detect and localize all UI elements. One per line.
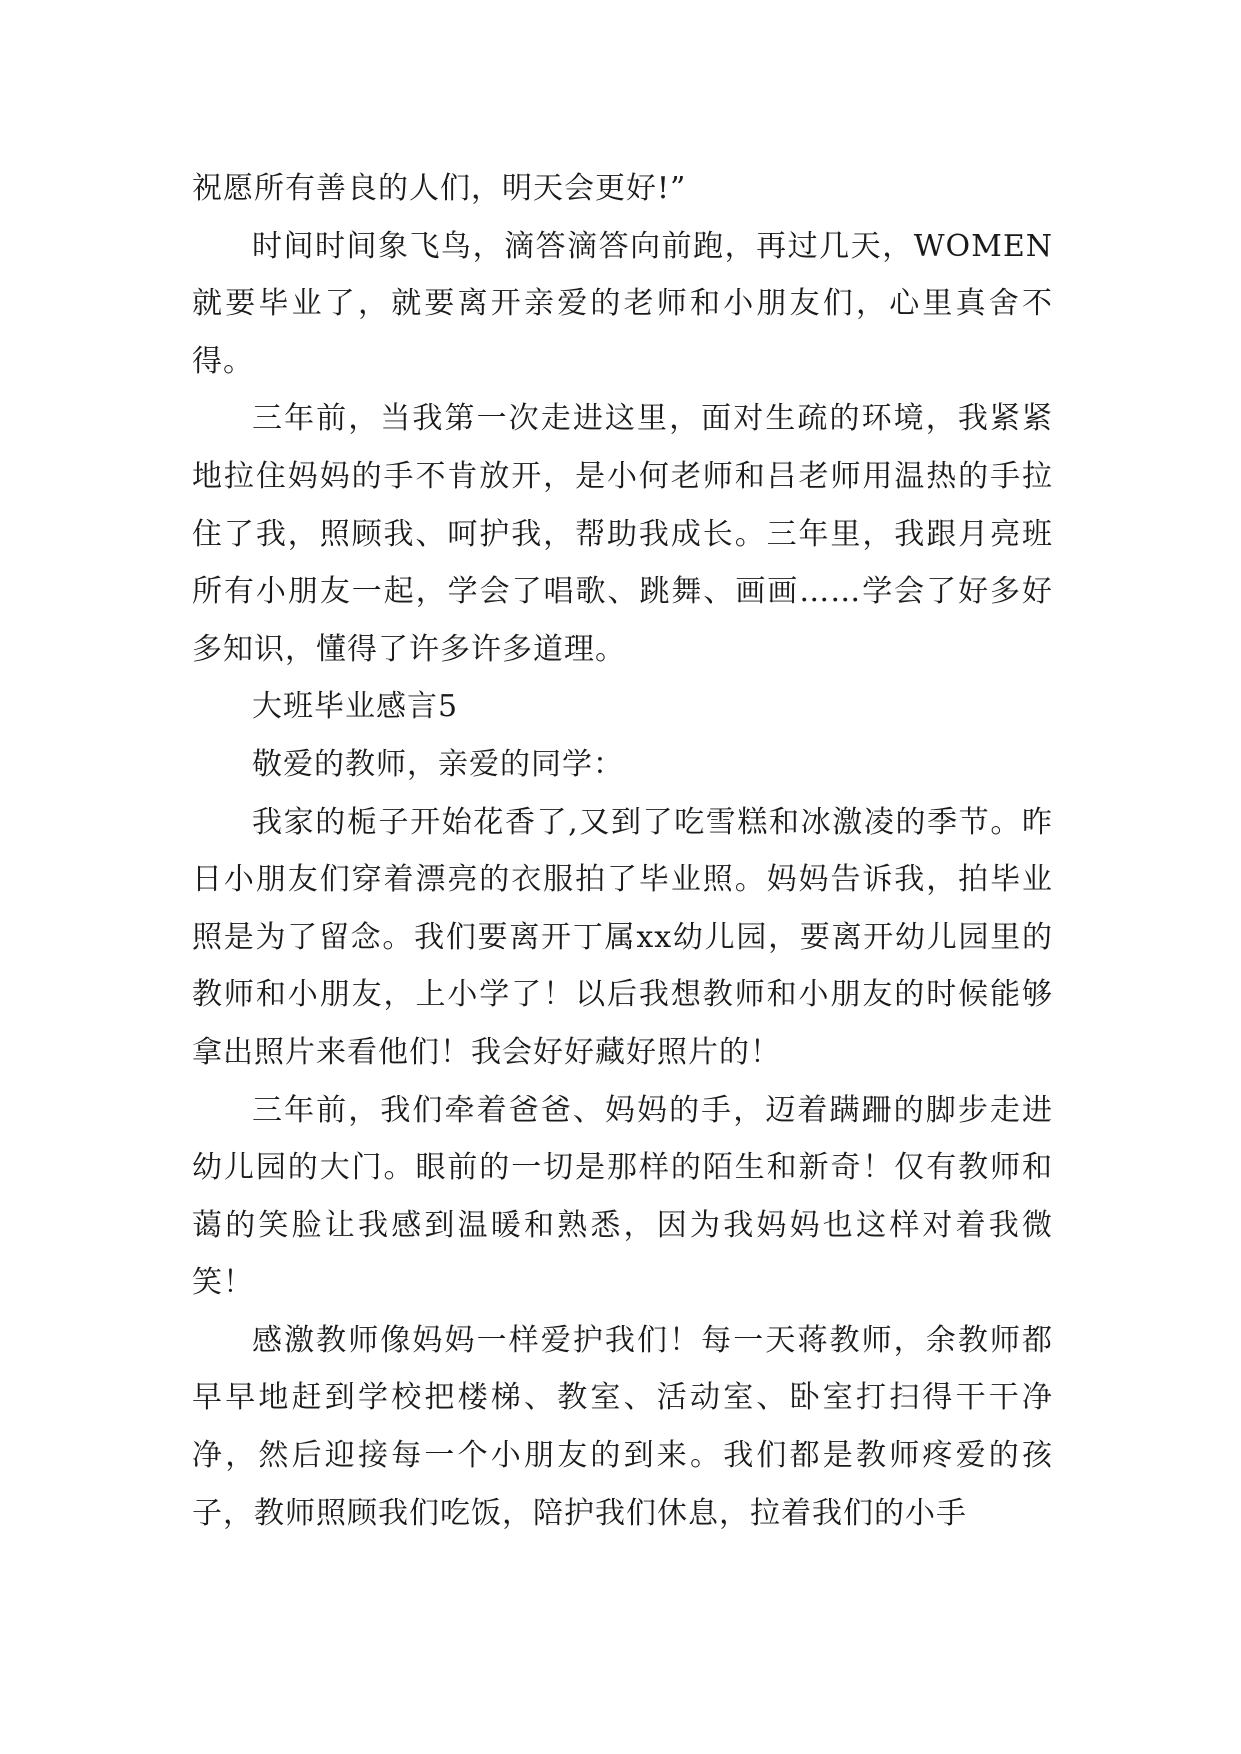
paragraph: 三年前，我们牵着爸爸、妈妈的手，迈着蹒跚的脚步走进幼儿园的大门。眼前的一切是那样的陌生和新奇！仅有教师和蔼的笑脸让我感到温暖和熟悉，因为我妈妈也这样对着我微笑！ (192, 1092, 1053, 1301)
paragraph: 祝愿所有善良的人们，明天会更好!” (192, 171, 687, 206)
paragraph: 我家的栀子开始花香了,又到了吃雪糕和冰激凌的季节。昨日小朋友们穿着漂亮的衣服拍了毕业照。妈妈告诉我，拍毕业照是为了留念。我们要离开丁属xx幼儿园，要离开幼儿园里的教师和小朋友，上小学了！以后我想教师和小朋友的时候能够拿出照片来看他们！我会好好藏好照片的！ (192, 804, 1053, 1070)
salutation: 敬爱的教师，亲爱的同学： (252, 746, 624, 782)
paragraph: 时间时间象飞鸟，滴答滴答向前跑，再过几天，WOMEN就要毕业了，就要离开亲爱的老师和小朋友们，心里真舍不得。 (192, 228, 1053, 379)
document-body (192, 160, 1053, 1542)
section-heading: 大班毕业感言5 (252, 689, 459, 725)
paragraph: 三年前，当我第一次走进这里，面对生疏的环境，我紧紧地拉住妈妈的手不肯放开，是小何老师和吕老师用温热的手拉住了我，照顾我、呵护我，帮助我成长。三年里，我跟月亮班所有小朋友一起，学会了唱歌、跳舞、画画……学会了好多好多知识，懂得了许多许多道理。 (192, 401, 1053, 667)
paragraph: 感激教师像妈妈一样爱护我们！每一天蒋教师，余教师都早早地赶到学校把楼梯、教室、活动室、卧室打扫得干干净净，然后迎接每一个小朋友的到来。我们都是教师疼爱的孩子，教师照顾我们吃饭，陪护我们休息，拉着我们的小手 (192, 1322, 1053, 1531)
